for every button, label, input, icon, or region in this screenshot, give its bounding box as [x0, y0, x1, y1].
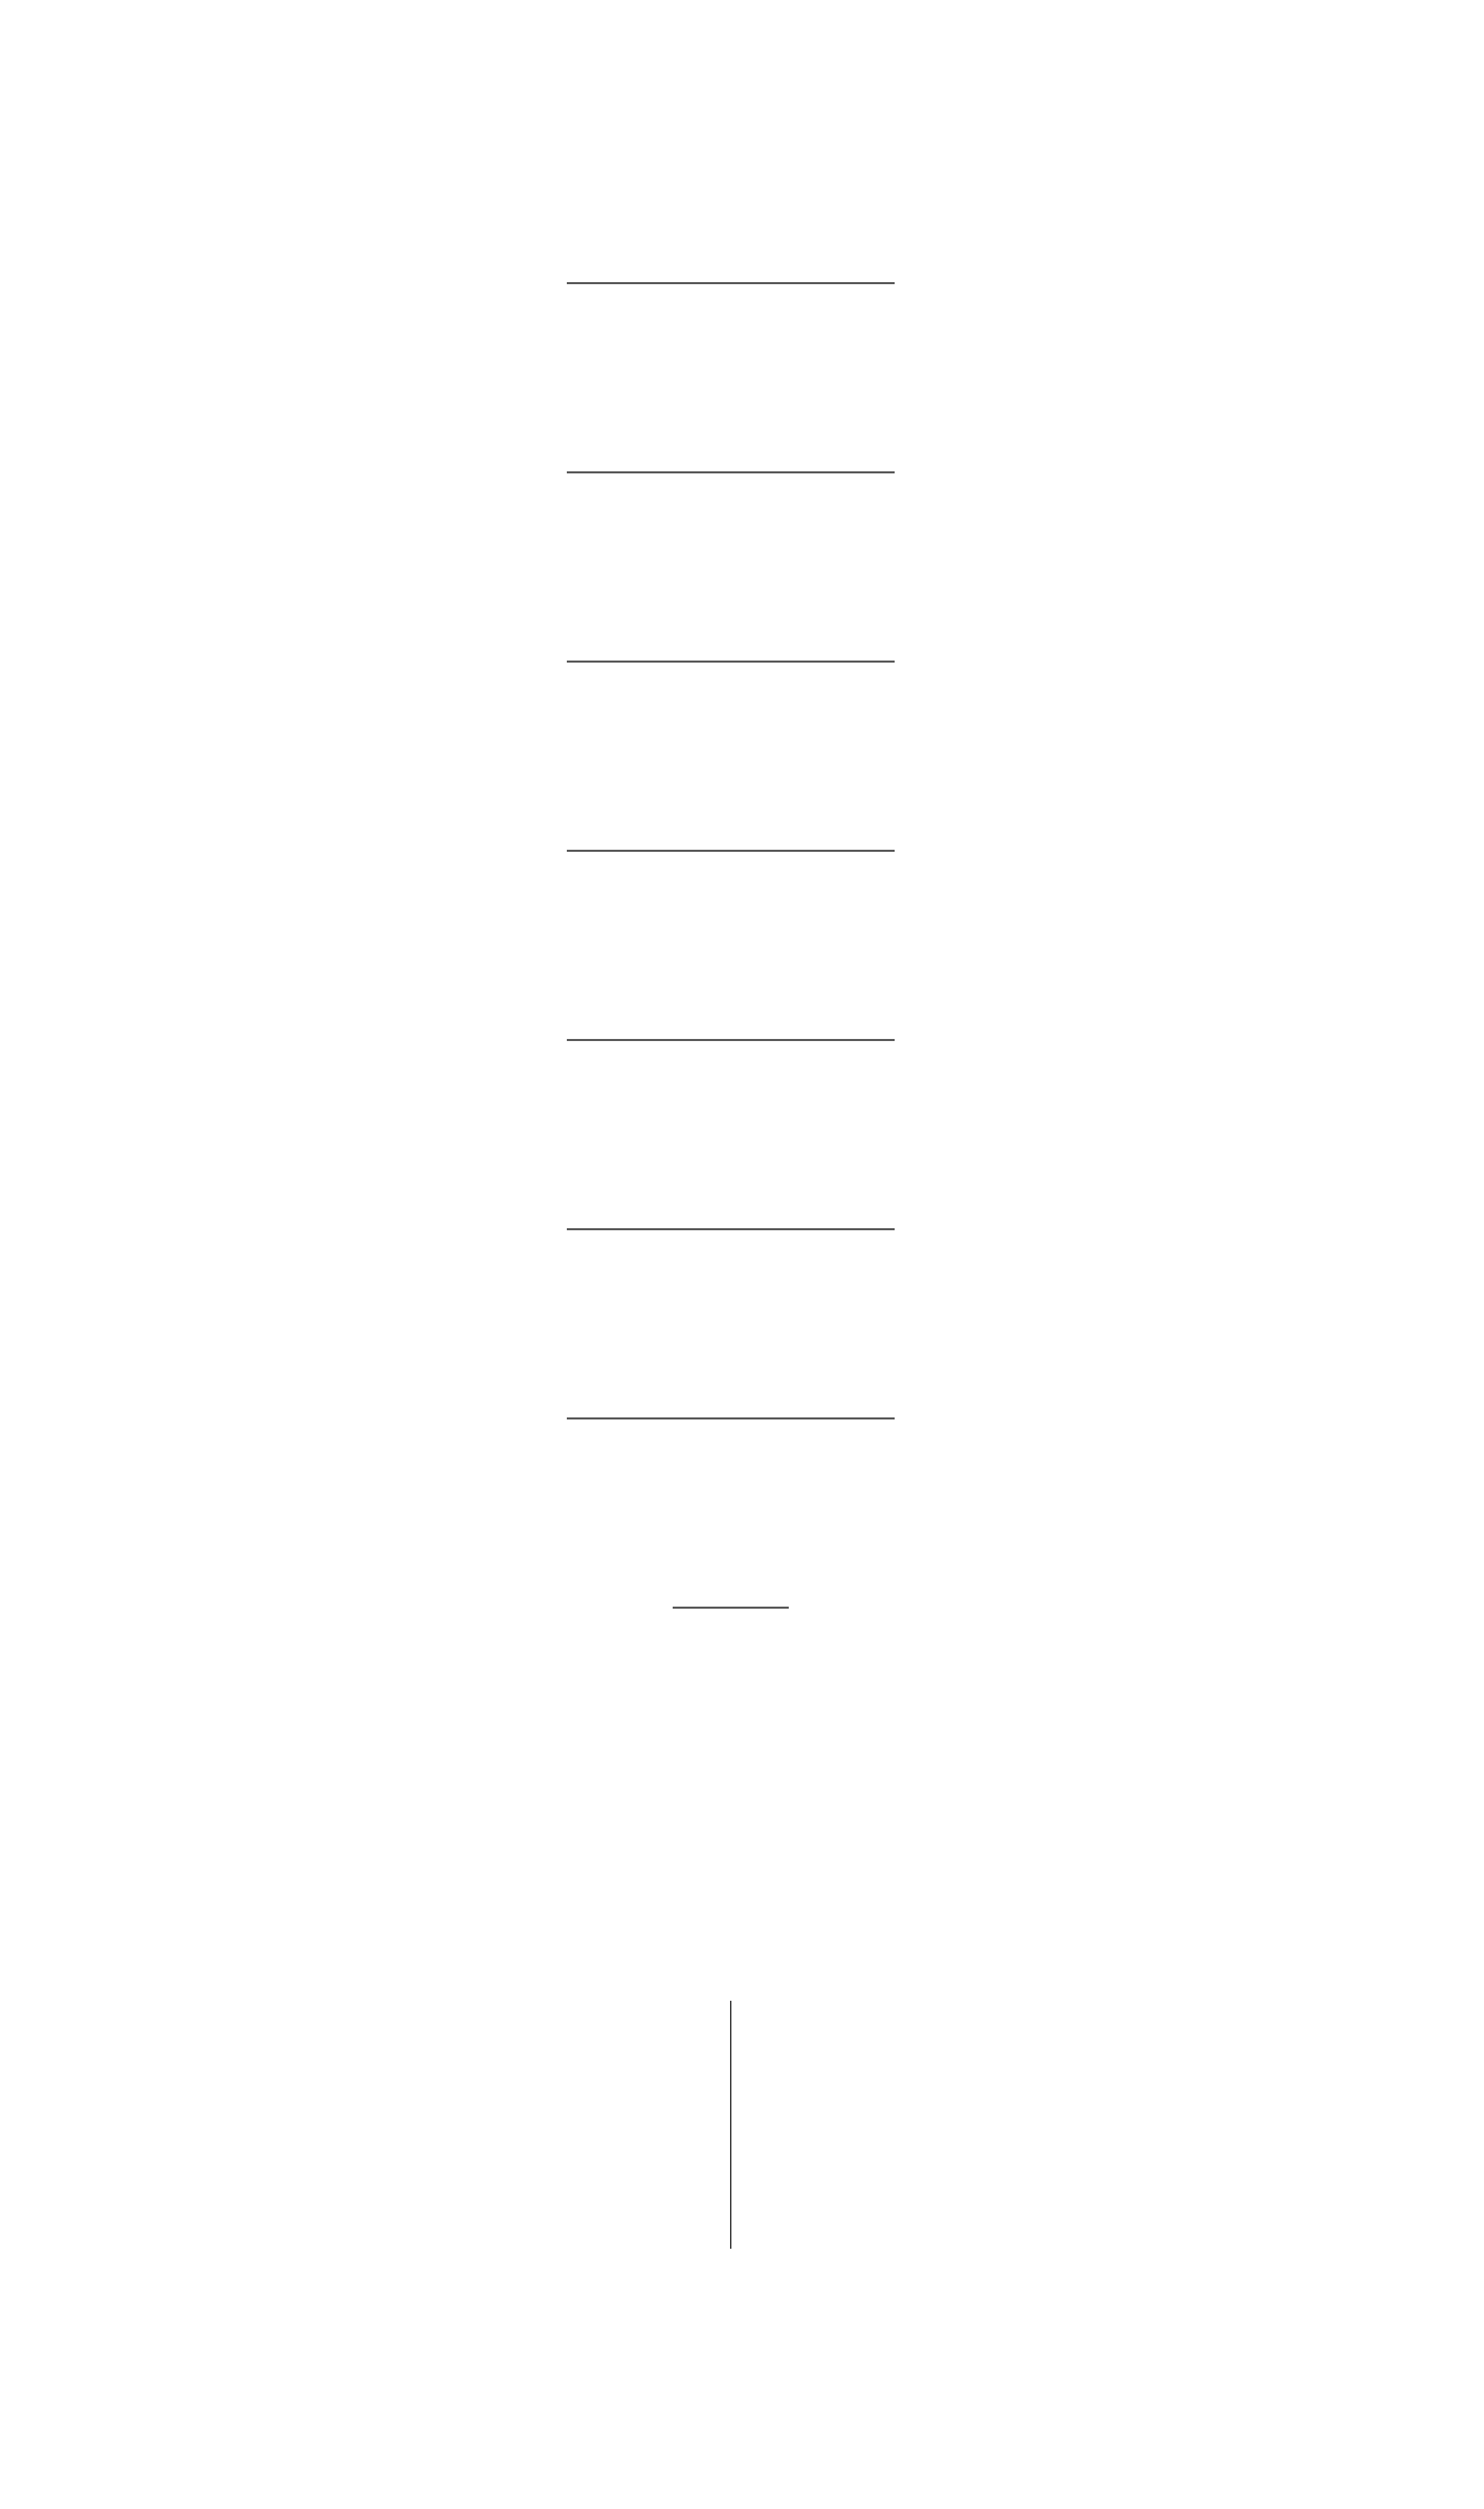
petition-paragraph	[130, 1300, 1332, 1330]
report-paragraph	[130, 384, 1332, 414]
petition-heading	[130, 1075, 1332, 1105]
report-date	[130, 225, 1332, 255]
report-date	[130, 1171, 1332, 1201]
report-section	[130, 697, 1332, 822]
schedule-entry	[130, 2181, 716, 2204]
schedule-entry	[745, 2023, 1332, 2046]
schedule-entry	[130, 2001, 716, 2023]
report-paragraph	[130, 1519, 1332, 1549]
section-divider	[567, 1039, 895, 1041]
schedule-entry	[745, 2046, 1332, 2068]
petition-heading	[130, 318, 1332, 348]
report-section	[130, 508, 1332, 633]
schedule-entry	[745, 2068, 1332, 2091]
report-section	[130, 1075, 1332, 1201]
schedule-left-column	[130, 2001, 731, 2249]
section-divider	[567, 1417, 895, 1419]
petition-heading	[130, 886, 1332, 916]
report-section	[130, 1454, 1332, 1579]
report-date	[130, 982, 1332, 1012]
schedule-entry	[745, 2159, 1332, 2181]
report-paragraph	[130, 952, 1332, 982]
schedule-entry	[130, 2204, 716, 2226]
section-divider	[673, 1607, 789, 1609]
petition-heading	[130, 1264, 1332, 1294]
petition-paragraph	[130, 354, 1332, 384]
report-date	[130, 1360, 1332, 1390]
petition-heading	[130, 697, 1332, 727]
report-section	[130, 1264, 1332, 1390]
schedule-columns	[130, 2001, 1332, 2249]
schedule-entry	[745, 2001, 1332, 2023]
petition-paragraph	[130, 921, 1332, 952]
schedule-entry	[130, 2068, 716, 2091]
schedule-entry	[745, 2091, 1332, 2113]
schedule-entry	[130, 2136, 716, 2159]
schedule-entry	[130, 2046, 716, 2068]
schedule-heading	[130, 1967, 1332, 1990]
report-paragraph	[130, 1141, 1332, 1171]
petition-paragraph	[130, 543, 1332, 573]
schedule-entry	[130, 2159, 716, 2181]
schedule-entry	[745, 2226, 1332, 2249]
report-body	[130, 195, 1332, 1643]
report-paragraph	[130, 573, 1332, 603]
petition-heading	[130, 508, 1332, 538]
petition-paragraph	[130, 1489, 1332, 1519]
schedule-entry	[745, 2113, 1332, 2136]
report-date	[130, 414, 1332, 444]
section-divider	[567, 471, 895, 473]
petition-heading	[130, 1454, 1332, 1484]
section-divider	[567, 282, 895, 284]
schedule-entry	[130, 2226, 716, 2249]
report-section	[130, 195, 1332, 255]
report-paragraph	[130, 195, 1332, 225]
report-paragraph	[130, 762, 1332, 792]
report-date	[130, 1549, 1332, 1579]
petition-paragraph	[130, 732, 1332, 762]
section-divider	[567, 1228, 895, 1230]
page-header	[130, 137, 1332, 178]
report-section	[130, 886, 1332, 1012]
schedule-entry	[745, 2181, 1332, 2204]
petition-paragraph	[130, 1111, 1332, 1141]
schedule-entry	[745, 2204, 1332, 2226]
schedule-entry	[130, 2091, 716, 2113]
report-date	[130, 603, 1332, 633]
section-divider	[567, 850, 895, 852]
schedule-entry	[130, 2023, 716, 2046]
report-section	[130, 318, 1332, 444]
schedule-right-column	[731, 2001, 1332, 2249]
report-date	[130, 792, 1332, 822]
schedule-entry	[745, 2136, 1332, 2159]
report-paragraph	[130, 1330, 1332, 1360]
section-divider	[567, 661, 895, 663]
schedule-entry	[130, 2113, 716, 2136]
schedule	[130, 1967, 1332, 2249]
